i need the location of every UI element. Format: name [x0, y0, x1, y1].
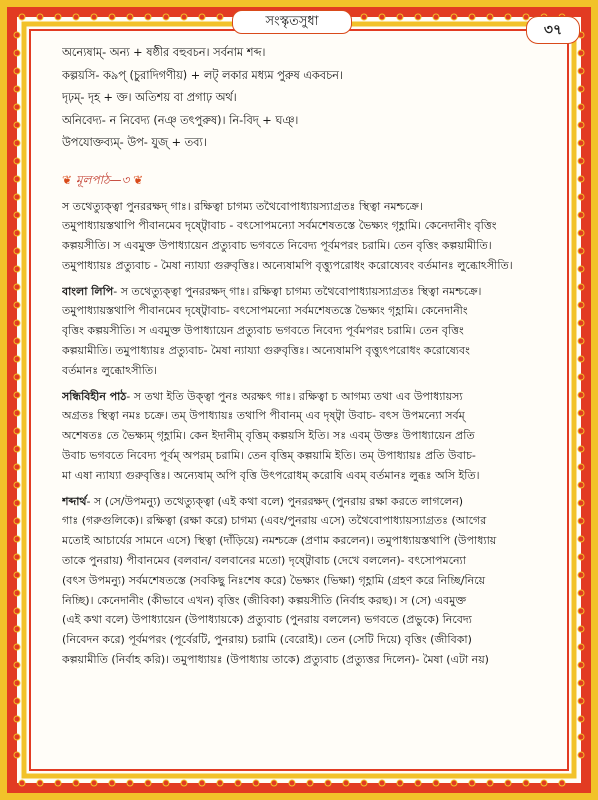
border-ornament — [14, 554, 20, 560]
border-ornament — [14, 284, 20, 290]
border-ornament — [578, 158, 584, 164]
border-ornament — [559, 780, 565, 786]
border-ornament — [14, 518, 20, 524]
para-line: নিচ্ছি)। কেনেদানীং (কীভাবে এখন) বৃত্তিং (জীবিকা) কল্পয়সীতি (নির্বাহ করছ)। স (সে) এবমুক্ত — [62, 593, 467, 607]
page-number: ৩৭ — [526, 16, 580, 44]
border-ornament — [451, 14, 457, 20]
border-ornament — [578, 428, 584, 434]
sanskrit-line: তমুপাধ্যায়ঃ প্রত্যুবাচ - মৈষা ন্যায্যা গুরুবৃত্তিঃ। অন্যেষামপি বৃত্ত্যুপরোধং করোষ্যেবং বর্তমানঃ লুব্ধোঽসীতি। — [62, 258, 513, 272]
border-ornament — [578, 482, 584, 488]
border-ornament — [578, 680, 584, 686]
border-ornament — [325, 780, 331, 786]
bangla-lipi-paragraph — [62, 282, 562, 381]
border-ornament — [14, 680, 20, 686]
border-ornament — [578, 338, 584, 344]
shabdartha-lead: শব্দার্থ — [62, 494, 87, 508]
border-ornament — [578, 212, 584, 218]
border-ornament — [55, 14, 61, 20]
border-ornament — [127, 14, 133, 20]
border-ornament — [14, 302, 20, 308]
border-ornament — [19, 14, 25, 20]
sanskrit-text — [62, 197, 562, 276]
border-ornament — [578, 644, 584, 650]
border-ornament — [14, 410, 20, 416]
border-ornament — [14, 428, 20, 434]
border-ornament — [199, 14, 205, 20]
grammar-line: অনিবেদ্য- ন নিবেদ্য (নঞ্ তৎপুরুষ)। নি-বিদ্ + ঘঞ্। — [62, 113, 299, 127]
border-ornament — [379, 780, 385, 786]
para-line: - স (সে/উপমন্যু) তথেত্যুক্ত্বা (এই কথা বলে) পুনররক্ষদ্ (পুনরায় রক্ষা করতে লাগলেন) — [86, 494, 464, 508]
border-ornament — [145, 780, 151, 786]
page-header-title: সংস্কৃতসুধা — [232, 10, 352, 34]
border-ornament — [578, 266, 584, 272]
border-ornament — [541, 780, 547, 786]
border-ornament — [14, 590, 20, 596]
border-ornament — [14, 356, 20, 362]
para-line: (বৎস উপমন্যু) সর্বমশেষতস্তে (সবকিছু নিঃশেষ করে) ভৈক্ষ্যং (ভিক্ষা) গৃহ্ণামি (গ্রহণ করে নিচ্ছি/নিয়ে — [62, 573, 486, 587]
para-line: বৃত্তিং কল্পয়সীতি। স এবমুক্ত উপাধ্যায়েন প্রত্যুবাচ ভগবতে নিবেদ্য পূর্বমপরং চরামি। তেন বৃত্তিং — [62, 324, 464, 338]
border-ornament — [578, 194, 584, 200]
border-ornament — [578, 320, 584, 326]
border-ornament — [578, 410, 584, 416]
grammar-notes — [62, 42, 562, 155]
border-ornament — [469, 780, 475, 786]
border-ornament — [14, 734, 20, 740]
border-ornament — [14, 752, 20, 758]
border-ornament — [433, 14, 439, 20]
border-ornament — [14, 176, 20, 182]
border-ornament — [578, 626, 584, 632]
para-line: উবাচ ভগবতে নিবেদ্য পূর্বম্ অপরম্ চরামি। তেন বৃত্তিম্ কল্পয়ামি ইতি। তম্ উপাধ্যায়ঃ প্রতি উবাচ- — [62, 449, 476, 463]
border-ornament — [487, 14, 493, 20]
border-ornament — [14, 482, 20, 488]
border-ornament — [14, 320, 20, 326]
border-ornament — [415, 780, 421, 786]
border-ornament — [163, 780, 169, 786]
border-ornament — [433, 780, 439, 786]
border-ornament — [14, 140, 20, 146]
para-line: তাকে পুনরায়) পীবানমেব (বলবান/ বলবানের মতো) দৃষ্ট্বোবাচ (দেখে বললেন)- বৎসোপমন্যো — [62, 554, 466, 568]
border-ornament — [289, 780, 295, 786]
para-line: মতোই আচার্যের সামনে এসে) স্থিত্বা (দাঁড়িয়ে) নমশ্চক্রে (প্রণাম করলেন)। তমুপাধ্যায়স্তথাপি (উপাধ্যায় — [62, 534, 497, 548]
ornament-icon: ❦ — [62, 172, 76, 187]
border-ornament — [14, 194, 20, 200]
border-ornament — [37, 780, 43, 786]
border-ornament — [73, 14, 79, 20]
border-ornament — [14, 446, 20, 452]
border-ornament — [14, 626, 20, 632]
section-title-text: মূলপাঠ—৩ — [75, 172, 130, 187]
border-ornament — [487, 780, 493, 786]
border-ornament — [14, 464, 20, 470]
section-heading — [62, 169, 562, 191]
border-ornament — [343, 780, 349, 786]
sanskrit-line: তমুপাধ্যায়স্তথাপি পীবানমেব দৃষ্ট্বোবাচ - বৎসোপমন্যো সর্বমশেষতস্তে ভৈক্ষ্যং গৃহ্ণামি। কেনেদানীং বৃত্তিং — [62, 219, 497, 233]
border-ornament — [37, 14, 43, 20]
border-ornament — [127, 780, 133, 786]
para-line: কল্পয়ামীতি (নির্বাহ করি)। তমুপাধ্যায়ঃ (উপাধ্যায় তাকে) প্রত্যুবাচ (প্রত্যুত্তর দিলেন)- মৈষা (এটা নয়) — [62, 653, 489, 667]
border-ornament — [217, 14, 223, 20]
border-ornament — [307, 780, 313, 786]
border-ornament — [14, 572, 20, 578]
border-ornament — [578, 356, 584, 362]
border-ornament — [578, 752, 584, 758]
border-ornament — [415, 14, 421, 20]
border-ornament — [163, 14, 169, 20]
border-ornament — [14, 248, 20, 254]
border-ornament — [578, 86, 584, 92]
para-line: (এই কথা বলে) উপাধ্যায়েন (উপাধ্যায়কে) প্রত্যুবাচ (পুনরায় বললেন) ভগবতে (প্রভুকে) নিবেদ্য — [62, 613, 472, 627]
border-ornament — [361, 14, 367, 20]
border-ornament — [397, 14, 403, 20]
border-ornament — [217, 780, 223, 786]
border-ornament — [14, 392, 20, 398]
border-ornament — [235, 780, 241, 786]
border-ornament — [14, 644, 20, 650]
border-ornament — [73, 780, 79, 786]
border-ornament — [578, 140, 584, 146]
border-ornament — [14, 698, 20, 704]
border-ornament — [14, 536, 20, 542]
border-ornament — [14, 158, 20, 164]
border-ornament — [505, 780, 511, 786]
para-line: কল্পয়ামীতি। তমুপাধ্যায়ঃ প্রত্যুবাচ- মৈষা ন্যায্যা গুরুবৃত্তিঃ। অন্যেষামপি বৃত্ত্যুৎপরোধং করোষ্যেবং — [62, 344, 470, 358]
border-ornament — [91, 780, 97, 786]
border-ornament — [14, 212, 20, 218]
border-ornament — [578, 392, 584, 398]
shabdartha-paragraph — [62, 492, 562, 670]
border-ornament — [14, 338, 20, 344]
border-ornament — [91, 14, 97, 20]
border-ornament — [578, 590, 584, 596]
border-ornament — [578, 716, 584, 722]
para-line: বর্তমানঃ লুব্ধোঽসীতি। — [62, 363, 158, 377]
border-ornament — [505, 14, 511, 20]
border-ornament — [578, 554, 584, 560]
border-ornament — [578, 248, 584, 254]
para-line: গাঃ (গরুগুলিকে)। রক্ষিত্বা (রক্ষা করে) চাগম্য (এবং/পুনরায় এসে) তথৈবোপাধ্যায়স্যাগ্রতঃ (আগের — [62, 514, 487, 528]
border-ornament — [578, 518, 584, 524]
border-ornament — [145, 14, 151, 20]
para-line: তমুপাধ্যায়স্তথাপি পীবানমেব দৃষ্ট্বোবাচ- বৎসোপমন্যো সর্বমশেষতস্তে ভৈক্ষ্যং গৃহ্ণামি। কেনেদানীং — [62, 304, 468, 318]
border-ornament — [397, 780, 403, 786]
border-ornament — [14, 230, 20, 236]
border-ornament — [14, 374, 20, 380]
border-ornament — [361, 780, 367, 786]
para-line: অশেষতঃ তে ভৈক্ষ্যম্ গৃহ্ণামি। কেন ইদানীম্ বৃত্তিম্ কল্পয়সি ইতি। সঃ এবম্ উক্তঃ উপাধ্যায়েন প্রতি — [62, 429, 475, 443]
border-ornament — [253, 780, 259, 786]
border-ornament — [451, 780, 457, 786]
sandhi-bihin-lead: সন্ধিবিহীন পাঠ — [62, 389, 127, 403]
sanskrit-line: কল্পয়সীতি। স এবমুক্ত উপাধ্যায়েন প্রত্যুবাচ ভগবতে নিবেদ্য পূর্বমপরং চরামি। তেন বৃত্তিং কল্পয়ামীতি। — [62, 239, 492, 253]
border-ornament — [19, 780, 25, 786]
border-ornament — [14, 68, 20, 74]
ornament-icon: ❦ — [129, 172, 144, 187]
border-ornament — [578, 374, 584, 380]
border-ornament — [523, 780, 529, 786]
grammar-line: দৃঢ়ম্- দৃহ + ক্ত। অতিশয় বা প্রগাঢ় অর্থ। — [62, 91, 237, 104]
border-ornament — [181, 780, 187, 786]
border-ornament — [181, 14, 187, 20]
border-ornament — [578, 446, 584, 452]
border-ornament — [578, 122, 584, 128]
border-ornament — [14, 266, 20, 272]
border-ornament — [578, 284, 584, 290]
sanskrit-line: স তথেত্যুক্ত্বা পুনররক্ষদ্ গাঃ। রক্ষিত্বা চাগম্য তথৈবোপাধ্যায়স্যাগ্রতঃ স্থিত্বা নমশ্চক্রে। — [62, 199, 423, 213]
border-ornament — [14, 716, 20, 722]
border-ornament — [578, 608, 584, 614]
border-ornament — [578, 662, 584, 668]
border-ornament — [578, 572, 584, 578]
para-line: মা এষা ন্যায্যা গুরুবৃত্তিঃ। অন্যেষাম্ অপি বৃত্তি উৎপরোধম্ করোষি এবম্ বর্তমানঃ লুব্ধঃ অসি ইতি। — [62, 468, 480, 482]
border-ornament — [14, 608, 20, 614]
border-ornament — [14, 104, 20, 110]
page-content — [62, 42, 562, 670]
border-ornament — [578, 734, 584, 740]
border-ornament — [469, 14, 475, 20]
border-ornament — [271, 780, 277, 786]
border-ornament — [14, 86, 20, 92]
para-line: (নিবেদন করে) পূর্বমপরং (পূর্বেরটি, পুনরায়) চরামি (বেরোই)। তেন (সেটি দিয়ে) বৃত্তিং (জীবিকা) — [62, 633, 472, 647]
grammar-line: কল্পয়সি- ক৯প্ (চুরাদিগণীয়) + লট্ লকার মধ্যম পুরুষ একবচন। — [62, 68, 343, 82]
border-ornament — [578, 104, 584, 110]
border-ornament — [14, 662, 20, 668]
sandhi-bihin-paragraph — [62, 387, 562, 486]
border-ornament — [55, 780, 61, 786]
border-ornament — [578, 50, 584, 56]
border-ornament — [14, 500, 20, 506]
border-ornament — [14, 32, 20, 38]
border-ornament — [109, 780, 115, 786]
grammar-line: উপযোক্তব্যম্- উপ- যুজ্ + তব্য। — [62, 136, 207, 149]
border-ornament — [379, 14, 385, 20]
border-ornament — [109, 14, 115, 20]
bangla-lipi-lead: বাংলা লিপি — [62, 284, 114, 298]
border-ornament — [578, 176, 584, 182]
para-line: - স তথেত্যুক্ত্বা পুনররক্ষদ্ গাঃ। রক্ষিত্বা চাগম্য তথৈবোপাধ্যায়স্যাগ্রতঃ স্থিত্বা নমশ্চক্রে। — [113, 284, 482, 298]
border-ornament — [14, 122, 20, 128]
border-ornament — [578, 536, 584, 542]
border-ornament — [578, 464, 584, 470]
grammar-line: অন্যেষাম্- অন্য + ষষ্ঠীর বহুবচন। সর্বনাম শব্দ। — [62, 46, 266, 59]
border-ornament — [14, 50, 20, 56]
border-ornament — [578, 230, 584, 236]
border-ornament — [578, 68, 584, 74]
para-line: অগ্রতঃ স্থিত্বা নমঃ চক্রে। তম্ উপাধ্যায়ঃ তথাপি পীবানম্ এব দৃষ্ট্বা উবাচ- বৎস উপমন্যো সর্বম্ — [62, 409, 465, 423]
border-ornament — [578, 500, 584, 506]
para-line: - স তথা ইতি উক্ত্বা পুনঃ অরক্ষৎ গাঃ। রক্ষিত্বা চ আগম্য তথা এব উপাধ্যায়স্য — [126, 389, 463, 403]
border-ornament — [578, 698, 584, 704]
border-ornament — [578, 302, 584, 308]
border-ornament — [199, 780, 205, 786]
